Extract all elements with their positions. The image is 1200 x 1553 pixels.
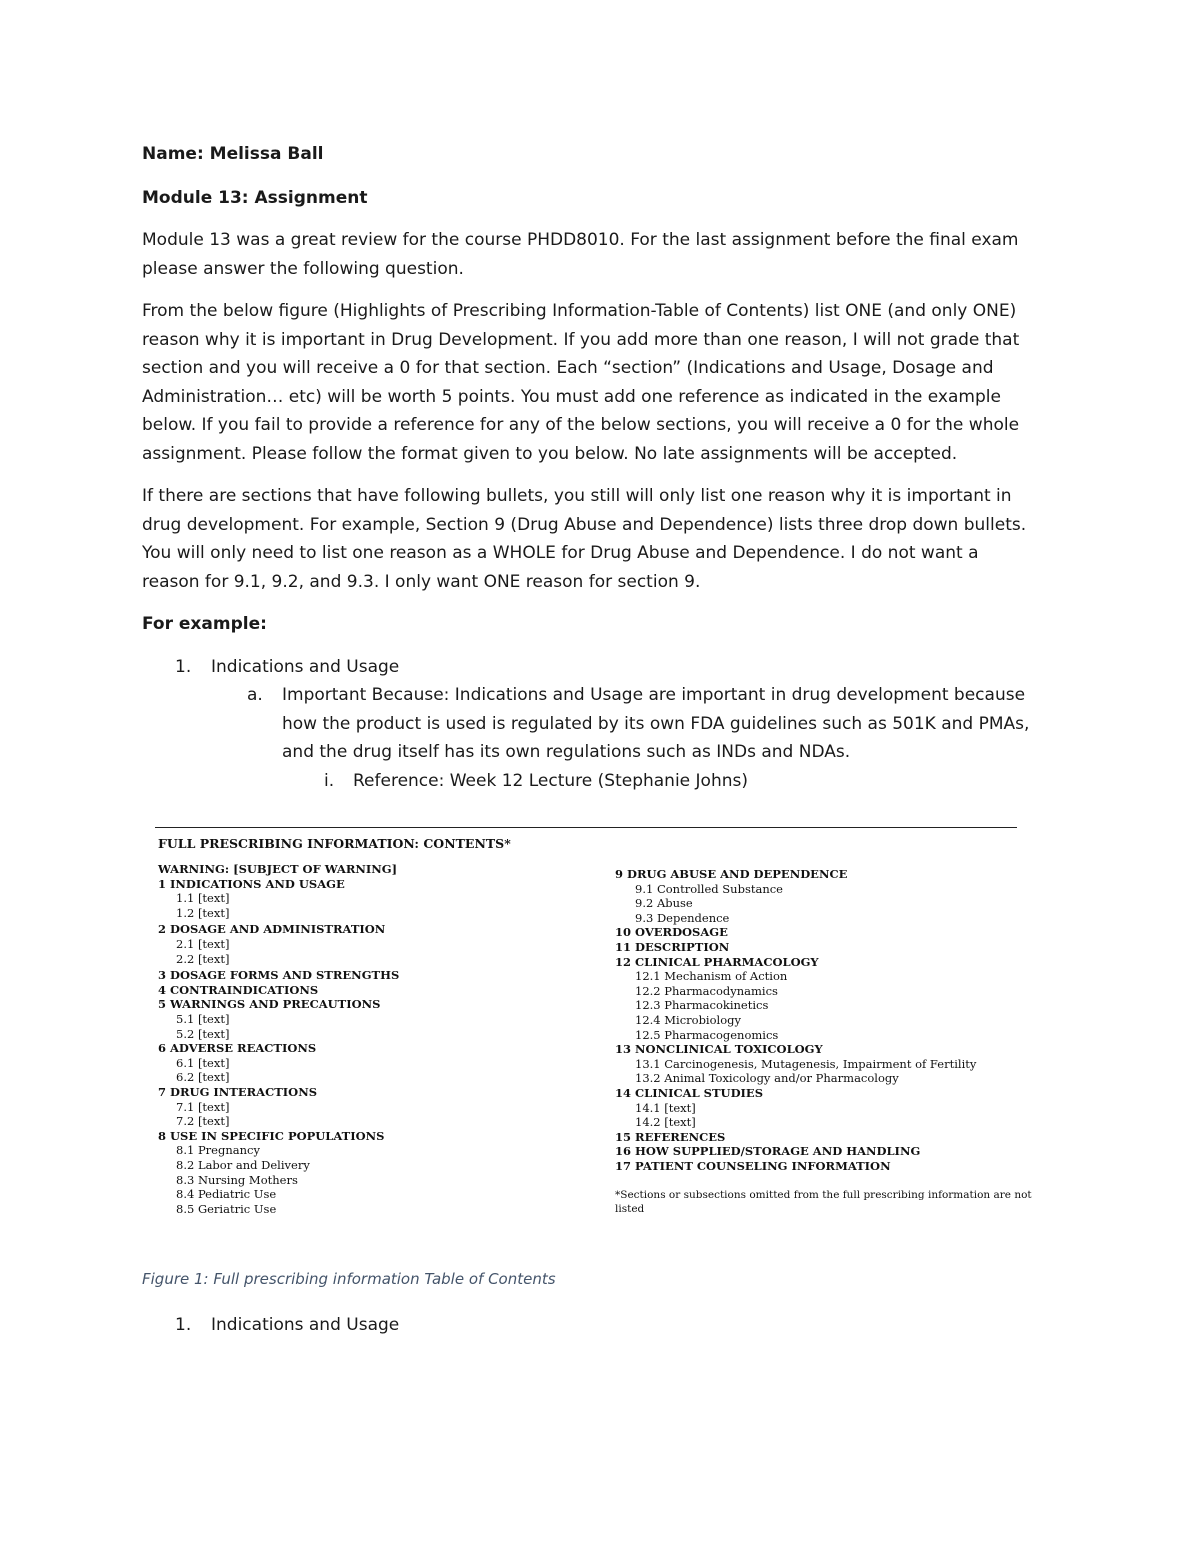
toc-subsection: 1.1 [text] bbox=[176, 891, 230, 906]
toc-subsection: 8.1 Pregnancy bbox=[176, 1143, 260, 1158]
answer-list-item bbox=[142, 1311, 1111, 1340]
subitem-line: Important Because: Indications and Usage are important in drug development because bbox=[282, 685, 1026, 705]
toc-section: 8 USE IN SPECIFIC POPULATIONS bbox=[158, 1128, 385, 1143]
toc-section: 16 HOW SUPPLIED/STORAGE AND HANDLING bbox=[615, 1144, 921, 1159]
list-marker: 1. bbox=[175, 656, 192, 677]
paragraph-line: drug development. For example, Section 9 (Drug Abuse and Dependence) lists three drop down bullets. bbox=[142, 514, 1027, 535]
toc-section: 3 DOSAGE FORMS AND STRENGTHS bbox=[158, 968, 400, 983]
paragraph-line: Administration… etc) will be worth 5 points. You must add one reference as indicated in the example bbox=[142, 386, 1001, 407]
toc-section: 6 ADVERSE REACTIONS bbox=[158, 1041, 317, 1056]
toc-section: 5 WARNINGS AND PRECAUTIONS bbox=[158, 997, 381, 1012]
toc-section: 17 PATIENT COUNSELING INFORMATION bbox=[615, 1159, 891, 1173]
toc-subsection: 6.2 [text] bbox=[176, 1070, 230, 1085]
toc-subsection: 8.5 Geriatric Use bbox=[176, 1201, 277, 1216]
toc-subsection: 2.1 [text] bbox=[176, 937, 230, 951]
paragraph-line: assignment. Please follow the format given to you below. No late assignments will be accepted. bbox=[142, 443, 958, 464]
toc-section: WARNING: [SUBJECT OF WARNING] bbox=[158, 862, 398, 876]
toc-subsection: 8.4 Pediatric Use bbox=[176, 1187, 277, 1202]
toc-subsection: 14.2 [text] bbox=[635, 1115, 696, 1130]
list-subitem bbox=[142, 681, 1062, 767]
toc-subsection: 7.1 [text] bbox=[176, 1099, 230, 1114]
paragraph-line: reason why it is important in Drug Development. If you add more than one reason, I will not grade that bbox=[142, 329, 1020, 350]
subitem-line: and the drug itself has its own regulations such as INDs and NDAs. bbox=[282, 742, 851, 762]
toc-subsection: 12.2 Pharmacodynamics bbox=[635, 983, 778, 998]
paragraph-line: please answer the following question. bbox=[142, 258, 464, 279]
toc-subsection: 5.2 [text] bbox=[176, 1026, 230, 1041]
toc-section: 7 DRUG INTERACTIONS bbox=[158, 1085, 318, 1099]
reference-text: Reference: Week 12 Lecture (Stephanie Johns) bbox=[353, 770, 748, 791]
document-body bbox=[142, 140, 1062, 795]
toc-footnote-line: *Sections or subsections omitted from the full prescribing information are not bbox=[615, 1189, 1032, 1201]
paragraph-line: reason for 9.1, 9.2, and 9.3. I only want ONE reason for section 9. bbox=[142, 571, 701, 592]
list-marker: i. bbox=[324, 770, 335, 791]
toc-figure-image bbox=[155, 824, 1032, 1224]
paragraph-line: Module 13 was a great review for the course PHDD8010. For the last assignment before the final exam bbox=[142, 230, 1019, 250]
toc-subsection: 12.1 Mechanism of Action bbox=[635, 969, 788, 984]
toc-section: 14 CLINICAL STUDIES bbox=[615, 1086, 763, 1100]
toc-subsection: 13.2 Animal Toxicology and/or Pharmacology bbox=[635, 1071, 899, 1086]
list-marker: 1. bbox=[175, 1315, 192, 1335]
toc-subsection: 8.2 Labor and Delivery bbox=[176, 1158, 310, 1172]
paragraph-line: If there are sections that have following bullets, you still will only list one reason why it is important in bbox=[142, 486, 1012, 506]
example-list bbox=[142, 653, 1062, 796]
toc-subsection: 7.2 [text] bbox=[176, 1114, 230, 1129]
list-reference bbox=[142, 767, 1062, 796]
answer-item-label: Indications and Usage bbox=[211, 1315, 400, 1335]
paragraph-instructions bbox=[142, 297, 1062, 468]
toc-subsection: 12.3 Pharmacokinetics bbox=[635, 998, 769, 1013]
paragraph-line: below. If you fail to provide a reference for any of the below sections, you will receive a 0 for the whole bbox=[142, 415, 1020, 435]
assignment-title: Module 13: Assignment bbox=[142, 187, 368, 208]
toc-section: 12 CLINICAL PHARMACOLOGY bbox=[615, 954, 819, 969]
figure-caption: Figure 1: Full prescribing information Table of Contents bbox=[142, 1270, 556, 1288]
list-item-label: Indications and Usage bbox=[211, 656, 400, 677]
toc-section: 15 REFERENCES bbox=[615, 1129, 726, 1144]
subitem-line: how the product is used is regulated by its own FDA guidelines such as 501K and PMAs, bbox=[282, 713, 1030, 734]
toc-subsection: 9.1 Controlled Substance bbox=[635, 881, 783, 896]
toc-subsection: 14.1 [text] bbox=[635, 1100, 696, 1115]
paragraph-intro bbox=[142, 226, 1062, 283]
list-marker: a. bbox=[247, 685, 263, 705]
paragraph-bullets-note bbox=[142, 482, 1062, 596]
toc-subsection: 12.5 Pharmacogenomics bbox=[635, 1027, 779, 1042]
toc-footnote-line: listed bbox=[615, 1203, 645, 1215]
student-name: Name: Melissa Ball bbox=[142, 144, 324, 164]
list-item bbox=[142, 653, 1062, 682]
toc-section: 4 CONTRAINDICATIONS bbox=[158, 982, 319, 997]
toc-subsection: 2.2 [text] bbox=[176, 951, 230, 966]
toc-subsection: 1.2 [text] bbox=[176, 905, 230, 920]
toc-subsection: 5.1 [text] bbox=[176, 1012, 230, 1026]
toc-subsection: 9.2 Abuse bbox=[635, 896, 693, 911]
toc-section: 2 DOSAGE AND ADMINISTRATION bbox=[158, 922, 386, 937]
paragraph-line: section and you will receive a 0 for that section. Each “section” (Indications and Usage, Dosage and bbox=[142, 358, 994, 378]
toc-section: 10 OVERDOSAGE bbox=[615, 925, 728, 940]
figure-top-rule bbox=[155, 827, 1017, 828]
toc-title: FULL PRESCRIBING INFORMATION: CONTENTS* bbox=[158, 836, 511, 851]
toc-subsection: 13.1 Carcinogenesis, Mutagenesis, Impairment of Fertility bbox=[635, 1056, 977, 1071]
paragraph-line: From the below figure (Highlights of Prescribing Information-Table of Contents) list ONE (and only ONE) bbox=[142, 301, 1017, 321]
toc-section: 11 DESCRIPTION bbox=[615, 940, 730, 954]
paragraph-line: You will only need to list one reason as a WHOLE for Drug Abuse and Dependence. I do not want a bbox=[142, 543, 979, 563]
toc-section: 9 DRUG ABUSE AND DEPENDENCE bbox=[615, 867, 848, 881]
toc-subsection: 12.4 Microbiology bbox=[635, 1013, 741, 1027]
toc-section: 1 INDICATIONS AND USAGE bbox=[158, 876, 345, 891]
toc-subsection: 6.1 [text] bbox=[176, 1055, 230, 1070]
example-heading: For example: bbox=[142, 614, 267, 634]
toc-subsection: 8.3 Nursing Mothers bbox=[176, 1172, 298, 1187]
toc-subsection: 9.3 Dependence bbox=[635, 910, 730, 925]
toc-section: 13 NONCLINICAL TOXICOLOGY bbox=[615, 1042, 823, 1057]
